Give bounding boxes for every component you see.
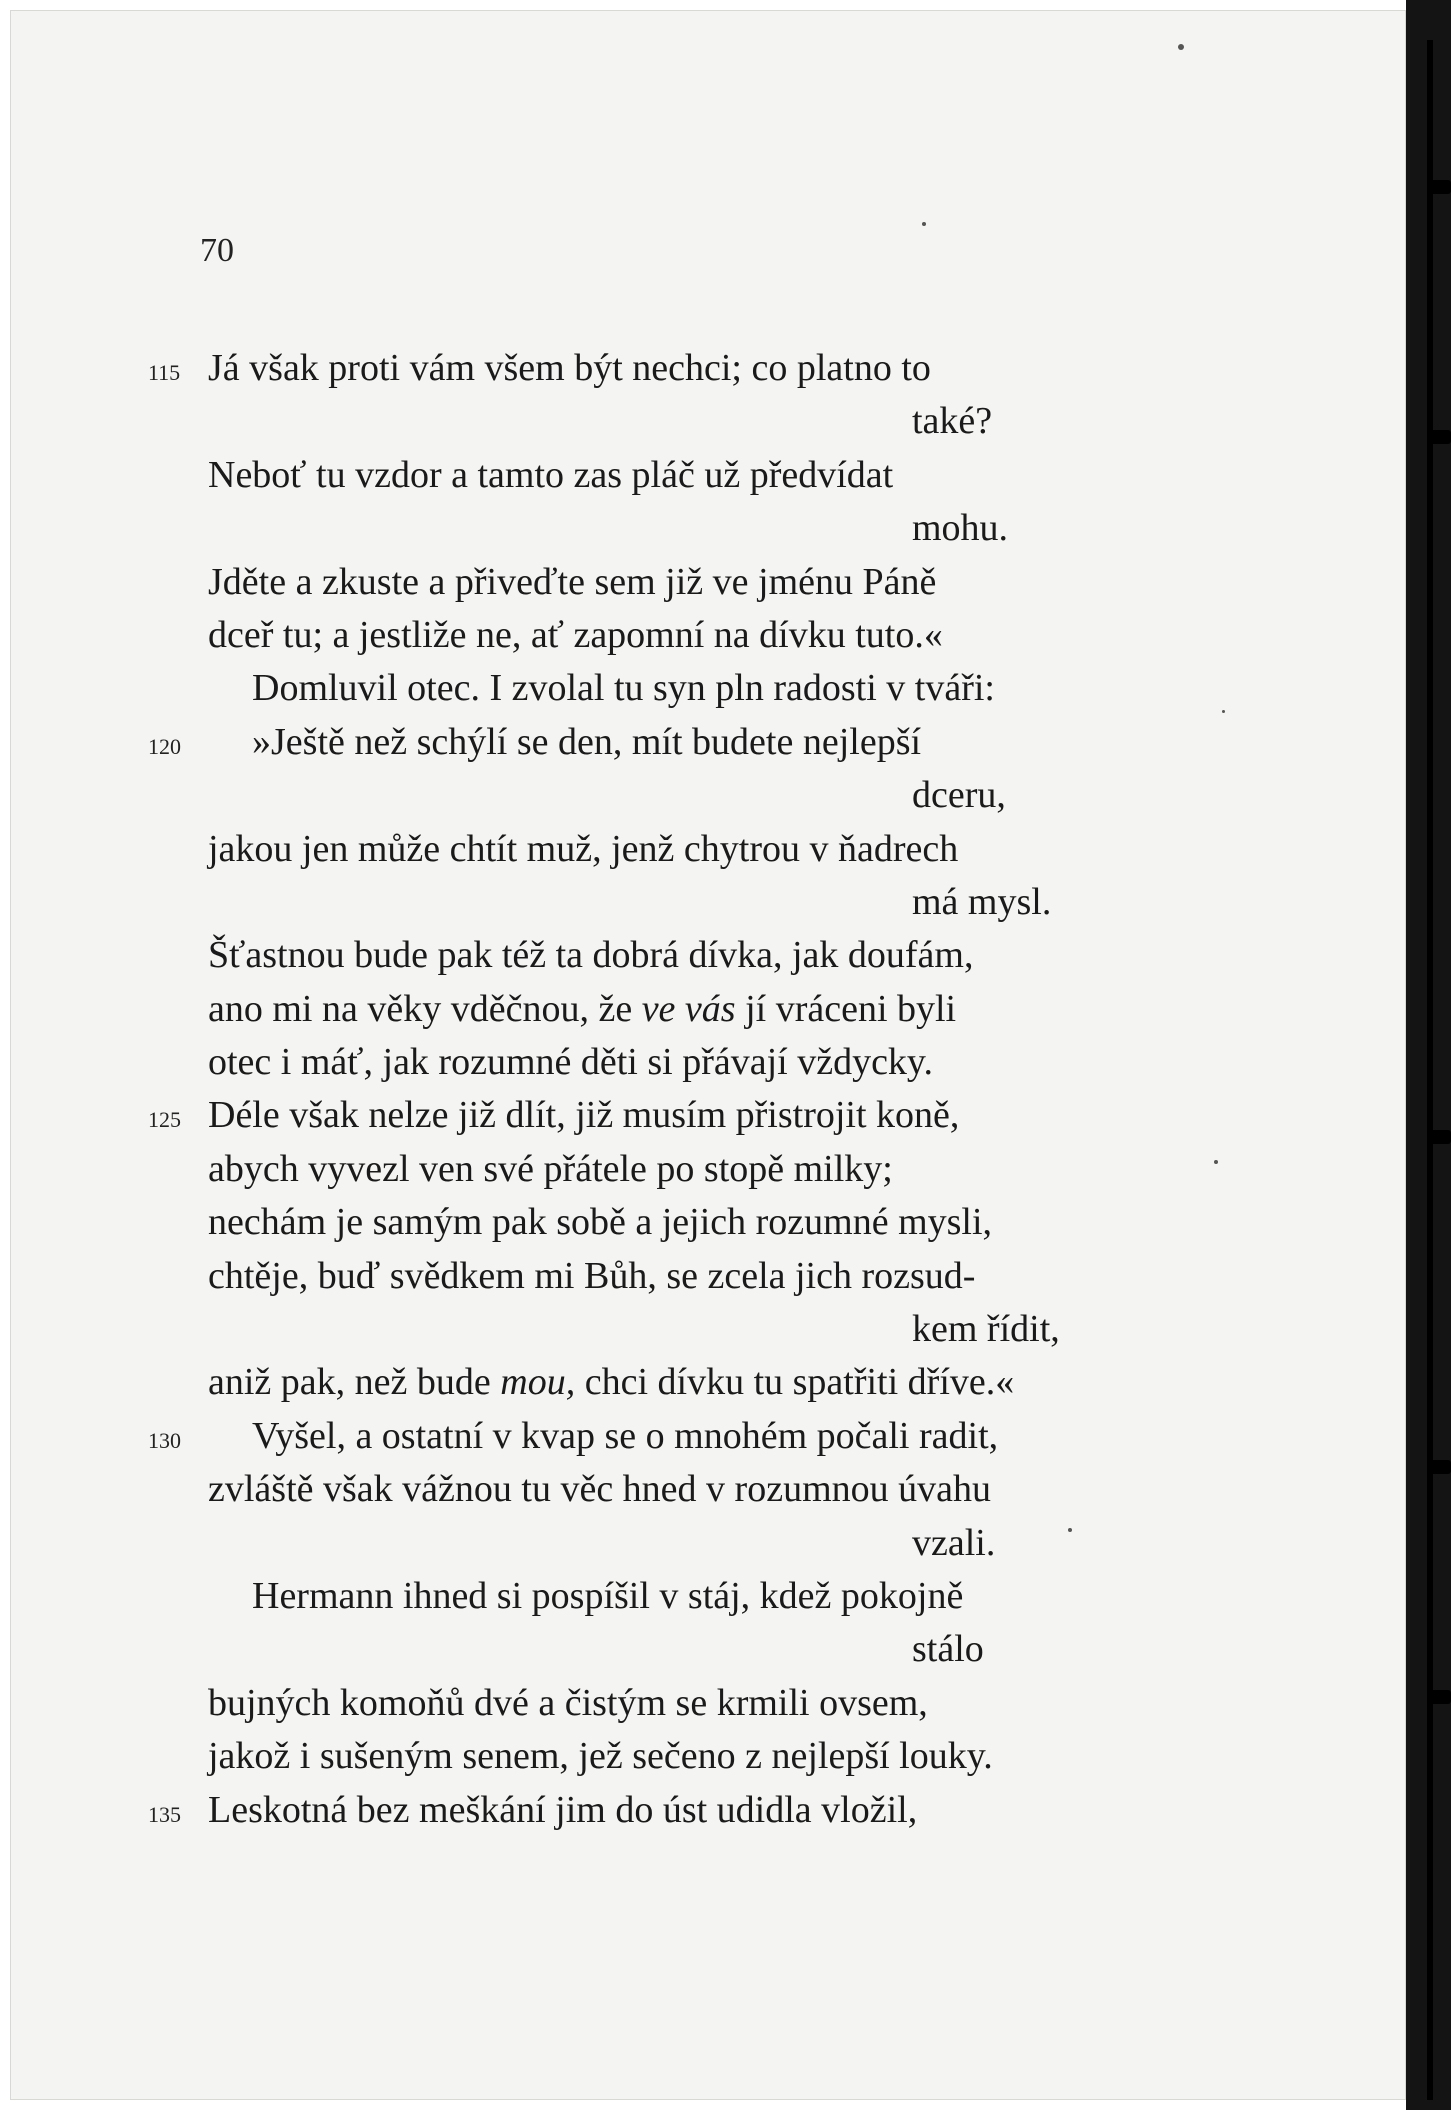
line-text: má mysl.	[912, 880, 1052, 923]
speck	[1214, 1160, 1218, 1164]
poem-line	[148, 1410, 1208, 1463]
poem-line	[208, 556, 1208, 609]
speck	[1222, 710, 1225, 713]
line-text: Jděte a zkuste a přiveďte sem již ve jménu Páně	[208, 560, 937, 603]
line-text: jakou jen může chtít muž, jenž chytrou v ňadrech	[208, 827, 959, 870]
poem-line	[208, 395, 1208, 448]
page-number: 70	[200, 232, 234, 269]
line-text: Domluvil otec. I zvolal tu syn pln radosti v tváři:	[252, 667, 995, 710]
line-text: abych vyvezl ven své přátele po stopě milky;	[208, 1147, 893, 1190]
poem-line	[208, 1196, 1208, 1249]
edge-mark	[1429, 430, 1451, 444]
edge-mark	[1429, 1130, 1451, 1144]
line-number: 125	[148, 1107, 181, 1133]
line-text: »Ještě než schýlí se den, mít budete nejlepší	[252, 720, 922, 763]
line-text: mohu.	[912, 507, 1009, 550]
line-text: chtěje, buď svědkem mi Bůh, se zcela jich rozsud-	[208, 1254, 976, 1297]
line-text: Hermann ihned si pospíšil v stáj, kdež pokojně	[252, 1574, 964, 1617]
poem-line	[148, 1784, 1208, 1837]
line-number: 115	[148, 360, 181, 385]
line-text: bujných komoňů dvé a čistým se krmili ovsem,	[208, 1681, 928, 1724]
speck	[1178, 44, 1184, 50]
line-text: zvláště však vážnou tu věc hned v rozumnou úvahu	[208, 1468, 991, 1511]
poem-line	[208, 929, 1208, 982]
poem-line	[208, 502, 1208, 555]
line-text: Leskotná bez meškání jim do úst udidla vložil,	[208, 1788, 918, 1831]
poem-line	[208, 1570, 1208, 1623]
poem-line	[208, 1517, 1208, 1570]
poem-line	[208, 1730, 1208, 1783]
line-text: dceru,	[912, 774, 1006, 817]
poem-line	[148, 1089, 1208, 1142]
line-text: Déle však nelze již dlít, již musím přistrojit koně,	[208, 1094, 960, 1137]
poem-line	[208, 1303, 1208, 1356]
speck	[922, 222, 926, 226]
line-number: 135	[148, 1801, 181, 1827]
poem-line	[208, 609, 1208, 662]
line-text: ano mi na věky vděčnou, že ve vás jí vráceni byli	[208, 987, 957, 1030]
line-text: dceř tu; a jestliže ne, ať zapomní na dívku tuto.«	[208, 613, 943, 656]
poem-line	[148, 342, 1208, 395]
line-text: Vyšel, a ostatní v kvap se o mnohém počali radit,	[252, 1414, 999, 1457]
poem-line	[208, 662, 1208, 715]
edge-mark	[1429, 1460, 1451, 1474]
line-text: otec i máť, jak rozumné děti si přávají vždycky.	[208, 1041, 933, 1084]
poem-line	[208, 1036, 1208, 1089]
line-text: Neboť tu vzdor a tamto zas pláč už předvídat	[208, 453, 894, 496]
poem-line	[208, 449, 1208, 502]
edge-mark	[1429, 180, 1451, 194]
line-number: 130	[148, 1427, 181, 1453]
line-text: kem řídit,	[912, 1308, 1060, 1351]
book-spine-line	[1427, 40, 1433, 2100]
poem-line	[208, 1677, 1208, 1730]
line-text: také?	[912, 400, 993, 443]
line-text: nechám je samým pak sobě a jejich rozumné mysli,	[208, 1201, 993, 1244]
line-text: aniž pak, než bude mou, chci dívku tu spatřiti dříve.«	[208, 1361, 1015, 1404]
line-text: Já však proti vám všem být nechci; co platno to	[208, 347, 931, 389]
poem-line	[208, 1463, 1208, 1516]
line-text: jakož i sušeným senem, jež sečeno z nejlepší louky.	[208, 1735, 993, 1778]
poem-text	[148, 342, 1208, 1837]
line-number: 120	[148, 733, 181, 759]
line-text: Šťastnou bude pak též ta dobrá dívka, jak doufám,	[208, 934, 974, 977]
poem-line	[208, 1356, 1208, 1409]
edge-mark	[1429, 1690, 1451, 1704]
poem-line	[208, 1143, 1208, 1196]
line-text: stálo	[912, 1628, 984, 1671]
poem-line	[208, 1250, 1208, 1303]
line-text: vzali.	[912, 1521, 996, 1564]
poem-line	[208, 823, 1208, 876]
poem-line	[208, 983, 1208, 1036]
poem-line	[208, 769, 1208, 822]
poem-line	[208, 876, 1208, 929]
poem-line	[208, 1623, 1208, 1676]
poem-line	[148, 716, 1208, 769]
